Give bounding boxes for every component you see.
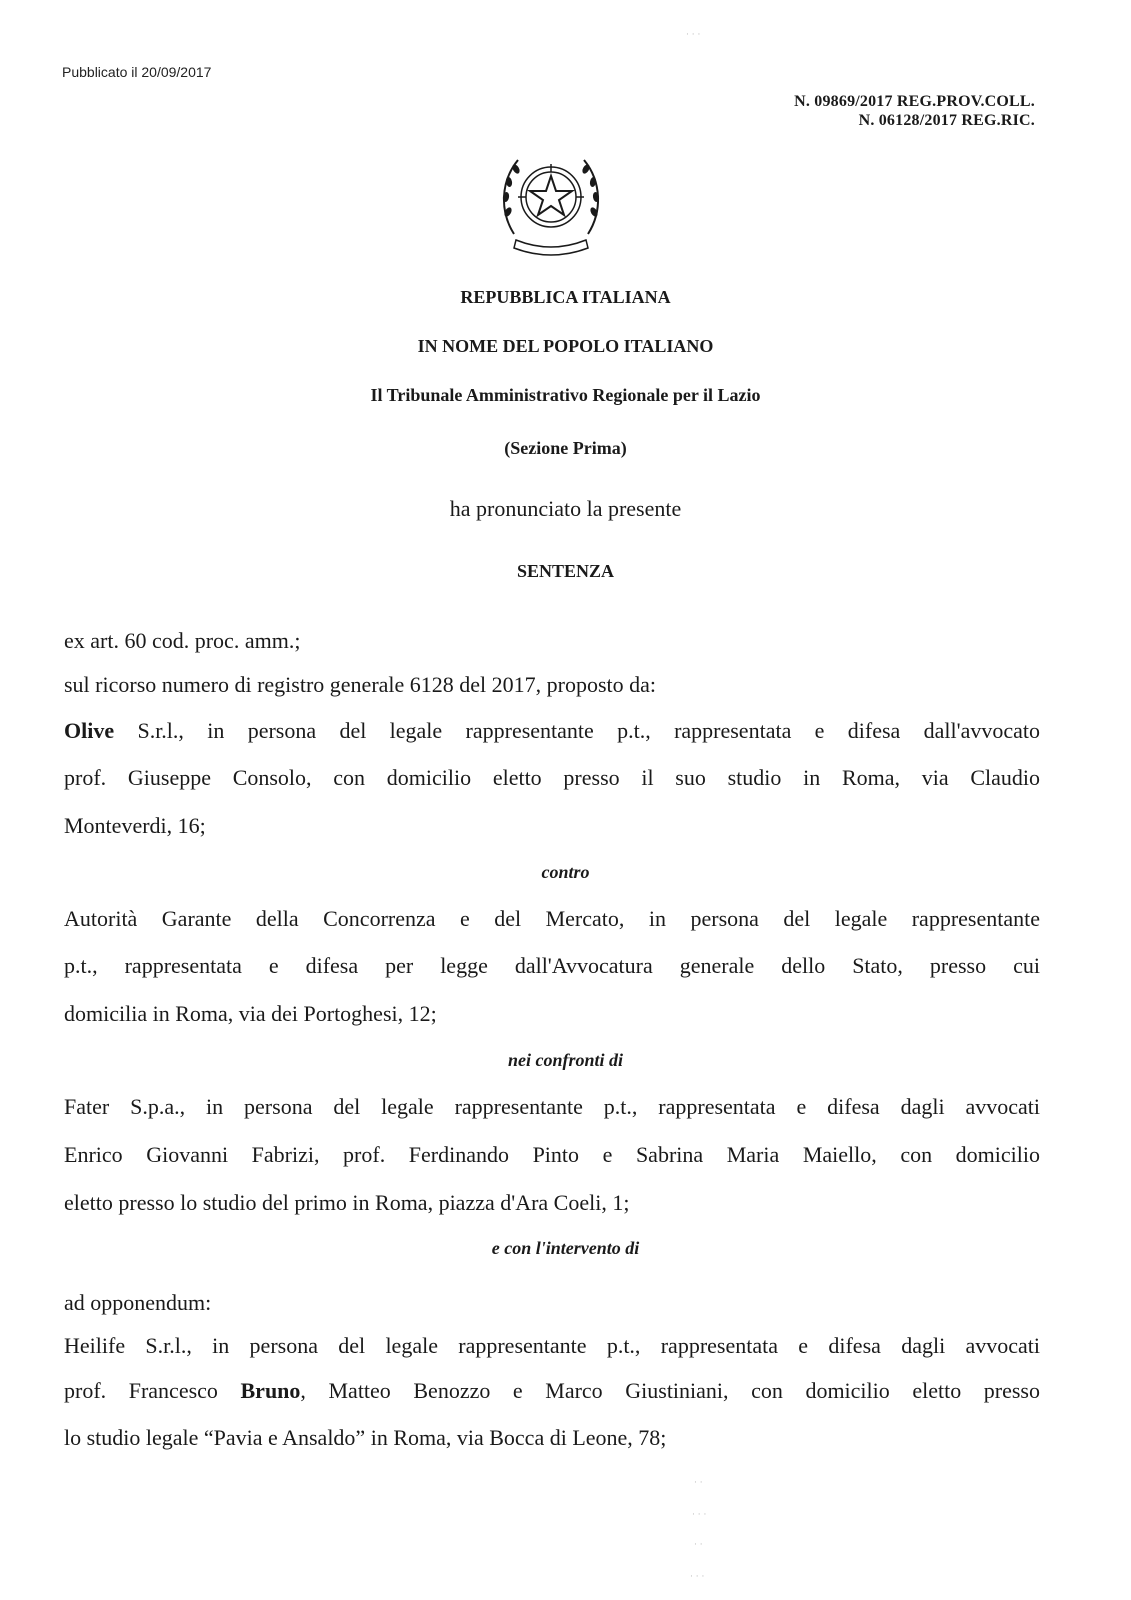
sentenza-heading: SENTENZA xyxy=(516,561,615,581)
interveniente-line-3: lo studio legale “Pavia e Ansaldo” in Roma, via Bocca di Leone, 78; xyxy=(64,1425,667,1450)
interveniente-line-2 xyxy=(64,1378,1040,1404)
reg-ric: N. 06128/2017 REG.RIC. xyxy=(858,112,1035,129)
controinteressato-line-1: Fater S.p.a., in persona del legale rappresentante p.t., rappresentata e difesa dagli avvocati xyxy=(64,1094,1040,1119)
republic-heading: REPUBBLICA ITALIANA xyxy=(460,287,671,307)
contro-heading: contro xyxy=(541,862,590,882)
scan-artifact: · · · xyxy=(692,1510,707,1520)
interveniente-line-2-c: , Matteo Benozzo e Marco Giustiniani, con domicilio eletto presso xyxy=(300,1378,1040,1403)
controinteressato-line-3: eletto presso lo studio del primo in Roma, piazza d'Ara Coeli, 1; xyxy=(64,1190,630,1215)
controinteressato-line-2: Enrico Giovanni Fabrizi, prof. Ferdinando Pinto e Sabrina Maria Maiello, con domicilio xyxy=(64,1142,1040,1167)
section-heading: (Sezione Prima) xyxy=(504,438,627,458)
scan-artifact: · · xyxy=(694,1478,703,1488)
confronti-heading: nei confronti di xyxy=(507,1050,623,1070)
registry-numbers xyxy=(794,92,1035,130)
interveniente-line-2-a: prof. Francesco xyxy=(64,1378,218,1403)
resistente-line-2: p.t., rappresentata e difesa per legge dall'Avvocatura generale dello Stato, presso cui xyxy=(64,953,1040,978)
publication-date: Pubblicato il 20/09/2017 xyxy=(62,64,212,80)
ad-opponendum-line: ad opponendum: xyxy=(64,1290,212,1315)
scan-artifact: · · xyxy=(694,1540,703,1550)
ricorrente-line-1-rest: S.r.l., in persona del legale rappresentante p.t., rappresentata e difesa dall'avvocato xyxy=(137,718,1040,743)
scan-artifact: · · · xyxy=(686,30,701,40)
ricorrente-line-2: prof. Giuseppe Consolo, con domicilio eletto presso il suo studio in Roma, via Claudio xyxy=(64,765,1040,790)
resistente-line-1: Autorità Garante della Concorrenza e del Mercato, in persona del legale rappresentante xyxy=(64,906,1040,931)
interveniente-name-bold: Bruno xyxy=(240,1378,301,1403)
ricorso-line: sul ricorso numero di registro generale 6128 del 2017, proposto da: xyxy=(64,672,657,697)
interveniente-line-1: Heilife S.r.l., in persona del legale rappresentante p.t., rappresentata e difesa dagli avvocati xyxy=(64,1333,1040,1358)
emblem-repubblica-italiana-icon xyxy=(496,142,606,262)
ricorrente-name: Olive xyxy=(64,718,115,743)
ex-art-line: ex art. 60 cod. proc. amm.; xyxy=(64,628,301,653)
tribunal-heading: Il Tribunale Amministrativo Regionale per il Lazio xyxy=(370,385,761,405)
pronounced-line: ha pronunciato la presente xyxy=(449,496,682,521)
in-nome-heading: IN NOME DEL POPOLO ITALIANO xyxy=(417,336,714,356)
intervento-heading: e con l'intervento di xyxy=(491,1238,640,1258)
scan-artifact: · · · xyxy=(690,1572,705,1582)
resistente-line-3: domicilia in Roma, via dei Portoghesi, 12; xyxy=(64,1001,437,1026)
ricorrente-line-1 xyxy=(64,718,1040,744)
reg-prov-coll: N. 09869/2017 REG.PROV.COLL. xyxy=(794,93,1035,110)
ricorrente-line-3: Monteverdi, 16; xyxy=(64,813,206,838)
